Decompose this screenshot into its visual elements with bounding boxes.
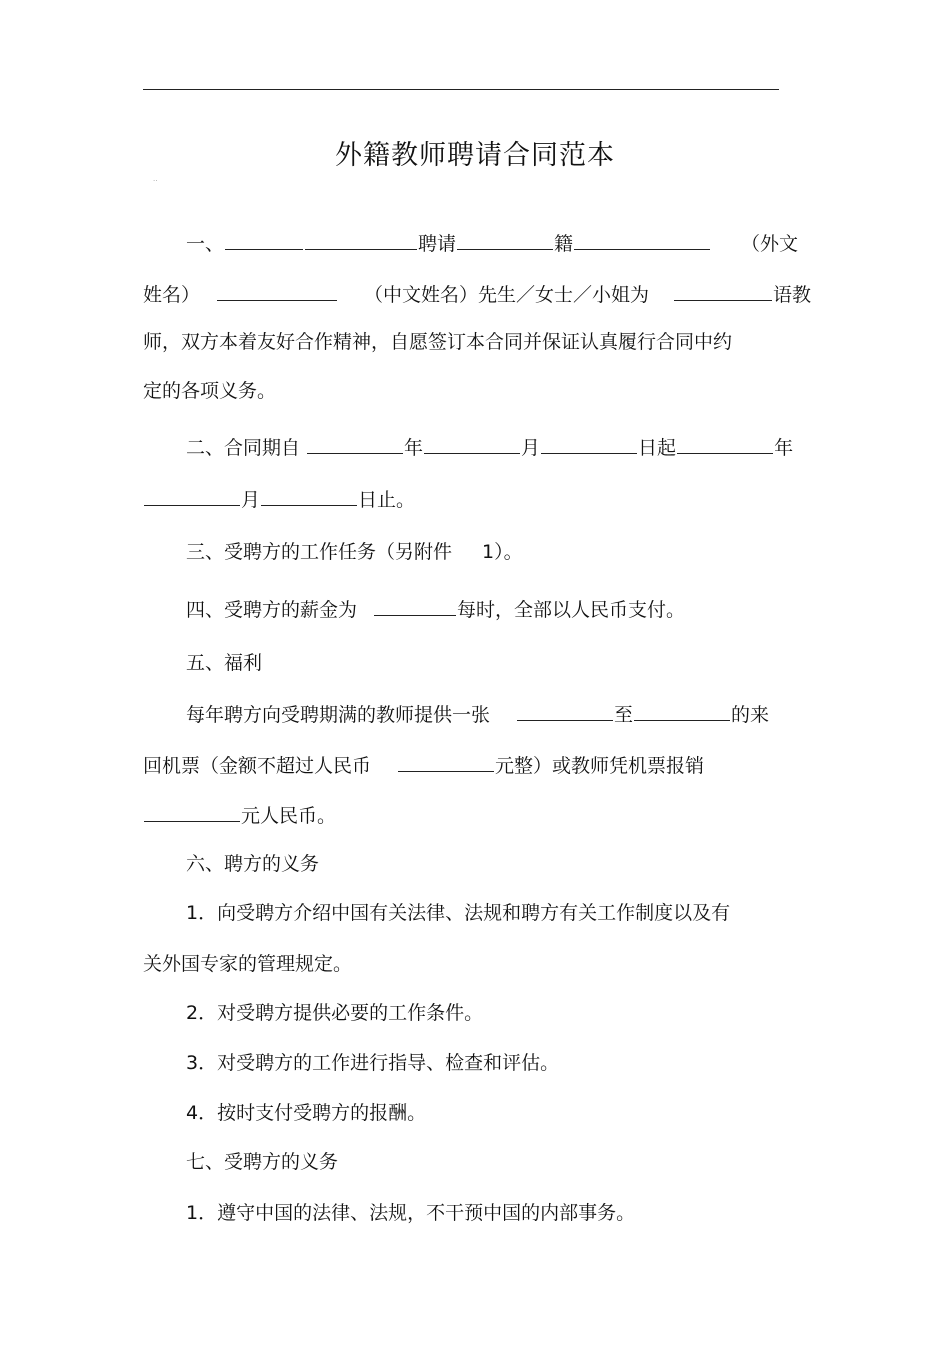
section-3-text: 三、受聘方的工作任务（另附件 <box>186 541 453 563</box>
blank-field <box>677 433 773 454</box>
year-label: 年 <box>774 437 794 459</box>
section-3-text: 1）。 <box>482 541 523 563</box>
section-6-item-2: 2．对受聘方提供必要的工作条件。 <box>186 1002 484 1024</box>
section-2-line-2 <box>143 485 415 513</box>
blank-field <box>217 280 337 301</box>
top-rule <box>143 89 779 90</box>
section-6-heading: 六、聘方的义务 <box>186 853 320 875</box>
section-3-line <box>186 539 523 565</box>
blank-field <box>307 433 403 454</box>
section-1-text: （外文 <box>741 233 799 255</box>
blank-field <box>674 280 772 301</box>
blank-field <box>144 801 240 822</box>
section-1-line-2 <box>143 280 811 308</box>
year-label: 年 <box>404 437 424 459</box>
blank-field <box>398 751 494 772</box>
section-4-text: 四、受聘方的薪金为 <box>186 599 358 621</box>
section-5-line-3 <box>143 801 336 829</box>
section-1-line-4: 定的各项义务。 <box>143 380 277 402</box>
section-6-item-1b: 关外国专家的管理规定。 <box>143 953 353 975</box>
section-1-text: 籍 <box>554 233 574 255</box>
month-label: 月 <box>241 489 261 511</box>
section-1-text: 聘请 <box>418 233 457 255</box>
section-1-line-1 <box>186 229 798 257</box>
blank-field <box>457 229 553 250</box>
section-1-line-3: 师，双方本着友好合作精神，自愿签订本合同并保证认真履行合同中约 <box>143 331 733 353</box>
section-5-text: 的来 <box>731 704 770 726</box>
section-1-text: 姓名） <box>143 284 201 306</box>
blank-field <box>374 595 456 616</box>
scan-mark: ·· <box>153 177 158 185</box>
section-5-heading: 五、福利 <box>186 652 263 674</box>
section-5-line-2 <box>143 751 704 779</box>
section-2-text: 二、合同期自 <box>186 437 301 459</box>
section-6-item-3: 3．对受聘方的工作进行指导、检查和评估。 <box>186 1052 560 1074</box>
blank-field <box>574 229 710 250</box>
section-4-text: 每时，全部以人民币支付。 <box>457 599 686 621</box>
section-5-text: 元整）或教师凭机票报销 <box>495 755 705 777</box>
section-5-text: 每年聘方向受聘期满的教师提供一张 <box>186 704 491 726</box>
blank-field <box>261 485 357 506</box>
section-2-line-1 <box>186 433 793 461</box>
blank-field <box>144 485 240 506</box>
section-5-line-1 <box>186 700 769 728</box>
month-label: 月 <box>521 437 541 459</box>
section-5-text: 至 <box>614 704 634 726</box>
blank-field <box>517 700 613 721</box>
section-5-text: 元人民币。 <box>241 805 337 827</box>
section-6-item-1a: 1．向受聘方介绍中国有关法律、法规和聘方有关工作制度以及有 <box>186 902 731 924</box>
section-7-item-1: 1．遵守中国的法律、法规，不干预中国的内部事务。 <box>186 1202 636 1224</box>
section-4-line <box>186 595 685 623</box>
section-1-text: （中文姓名）先生／女士／小姐为 <box>364 284 650 306</box>
section-7-heading: 七、受聘方的义务 <box>186 1151 339 1173</box>
section-6-item-4: 4．按时支付受聘方的报酬。 <box>186 1102 427 1124</box>
day-to-label: 日止。 <box>358 489 416 511</box>
day-from-label: 日起 <box>638 437 677 459</box>
page-title: 外籍教师聘请合同范本 <box>335 140 615 171</box>
blank-field <box>541 433 637 454</box>
blank-field <box>225 229 303 250</box>
blank-field <box>634 700 730 721</box>
section-5-text: 回机票（金额不超过人民币 <box>143 755 372 777</box>
blank-field <box>424 433 520 454</box>
blank-field <box>305 229 417 250</box>
section-1-number: 一、 <box>186 233 225 255</box>
section-1-text: 语教 <box>773 284 812 306</box>
